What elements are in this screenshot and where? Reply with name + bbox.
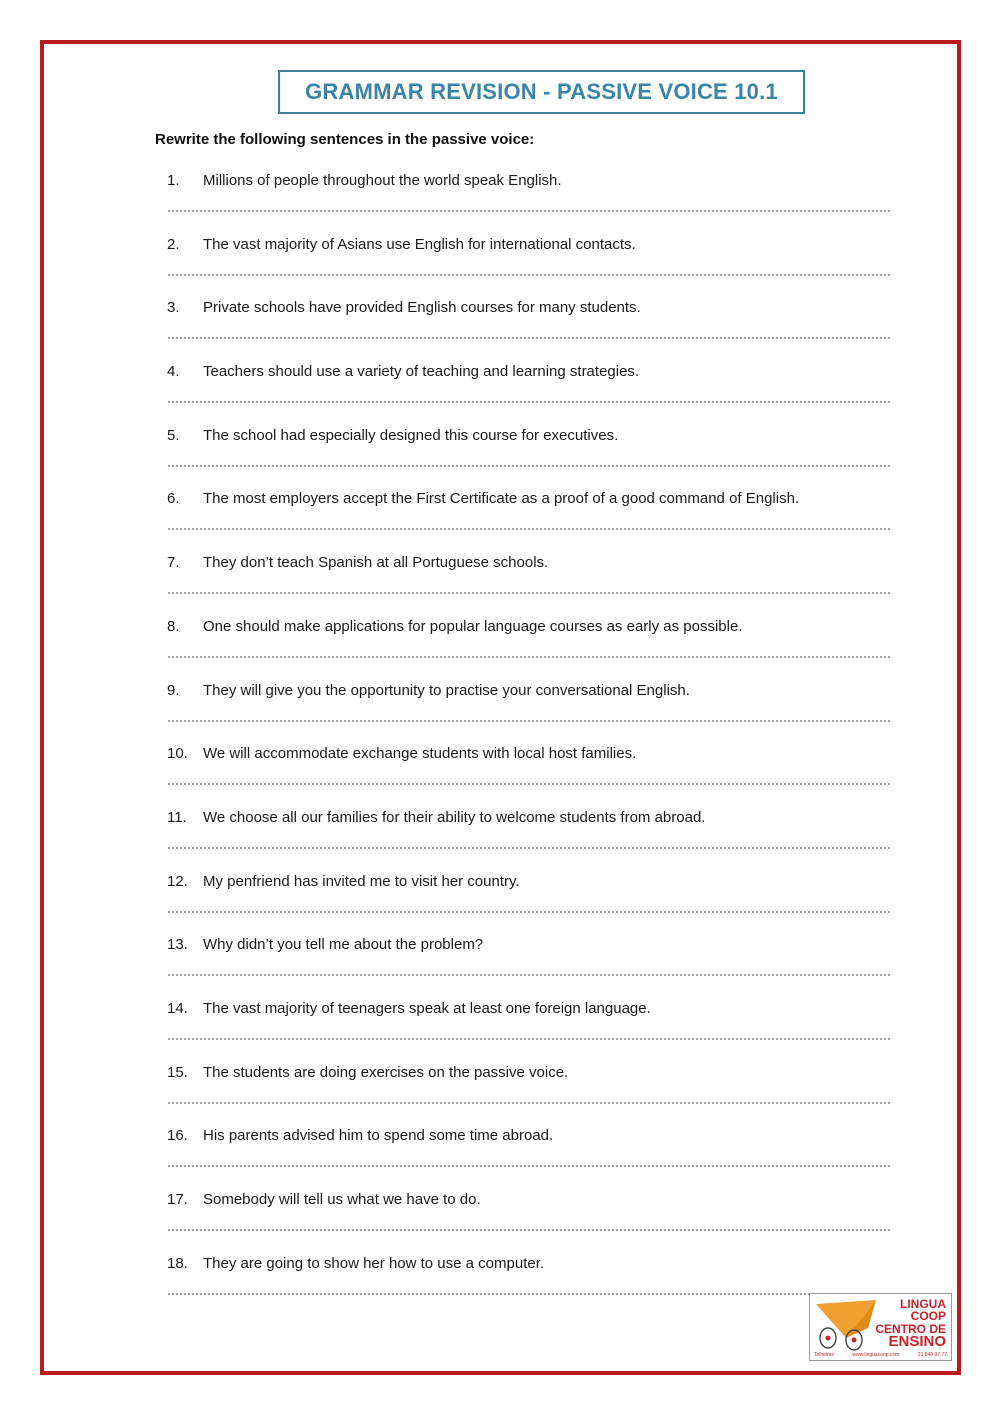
question-number: 2. [167,235,180,253]
answer-line[interactable] [167,401,891,403]
question-text: The most employers accept the First Certificate as a proof of a good command of English. [203,490,800,508]
question-item [167,1190,891,1254]
logo-text-lingua: LINGUA [900,1297,946,1311]
question-number: 11. [167,808,187,826]
question-text: One should make applications for popular language courses as early as possible. [203,617,743,635]
question-list [167,171,891,1317]
logo-footer-location: Telheiras [814,1352,835,1358]
question-item [167,808,891,872]
question-item [167,872,891,936]
question-item [167,617,891,681]
answer-line[interactable] [167,274,891,276]
answer-line[interactable] [167,465,891,467]
question-number: 7. [167,554,180,572]
question-number: 10. [167,745,188,763]
logo-text-coop: COOP [910,1309,946,1323]
question-text: The vast majority of teenagers speak at least one foreign language. [203,999,651,1017]
question-item [167,999,891,1063]
question-number: 14. [167,999,188,1017]
answer-line[interactable] [167,1229,891,1231]
logo-footer-website: www.linguacoop.com [852,1352,900,1358]
answer-line[interactable] [167,911,891,913]
question-number: 1. [167,172,180,189]
logo-text-ensino: ENSINO [888,1333,946,1350]
answer-line[interactable] [167,210,891,212]
question-number: 13. [167,936,188,954]
question-number: 9. [167,681,180,699]
question-text: Private schools have provided English courses for many students. [203,299,641,317]
question-item [167,426,891,490]
logo-footer [814,1352,947,1358]
question-item [167,1126,891,1190]
question-item [167,935,891,999]
question-text: His parents advised him to spend some time abroad. [203,1127,554,1145]
answer-line[interactable] [167,1038,891,1040]
question-number: 17. [167,1191,188,1208]
question-item [167,1063,891,1127]
answer-line[interactable] [167,337,891,339]
question-text: Teachers should use a variety of teaching and learning strategies. [203,363,640,381]
logo-text-centro: CENTRO DE [875,1322,946,1336]
question-number: 8. [167,617,180,635]
question-item [167,235,891,299]
question-number: 15. [167,1063,188,1081]
question-item [167,489,891,553]
question-item [167,553,891,617]
question-number: 4. [167,363,180,381]
question-number: 6. [167,490,180,508]
question-item [167,298,891,362]
instruction-text: Rewrite the following sentences in the passive voice: [155,131,535,148]
question-text: My penfriend has invited me to visit her country. [203,872,520,890]
question-text: The vast majority of Asians use English for international contacts. [203,235,636,253]
question-text: They will give you the opportunity to practise your conversational English. [203,681,690,699]
answer-line[interactable] [167,1102,891,1104]
answer-line[interactable] [167,592,891,594]
question-text: Somebody will tell us what we have to do. [203,1191,481,1208]
question-text: Millions of people throughout the world speak English. [203,172,562,189]
question-item [167,744,891,808]
question-text: They are going to show her how to use a computer. [203,1254,545,1272]
answer-line[interactable] [167,1165,891,1167]
worksheet-title: GRAMMAR REVISION - PASSIVE VOICE 10.1 [278,70,805,114]
question-item [167,1254,891,1318]
answer-line[interactable] [167,1293,891,1295]
answer-line[interactable] [167,528,891,530]
logo-footer-phone: 21 840 97 77 [917,1352,947,1358]
question-number: 16. [167,1127,188,1145]
question-text: They don’t teach Spanish at all Portuguese schools. [203,554,549,572]
question-text: The students are doing exercises on the passive voice. [203,1063,569,1081]
answer-line[interactable] [167,720,891,722]
question-text: The school had especially designed this course for executives. [203,426,619,444]
question-text: We will accommodate exchange students with local host families. [203,745,637,763]
question-text: We choose all our families for their ability to welcome students from abroad. [203,808,706,826]
question-number: 18. [167,1254,188,1272]
answer-line[interactable] [167,847,891,849]
question-item [167,681,891,745]
question-item [167,171,891,235]
question-number: 5. [167,426,180,444]
answer-line[interactable] [167,656,891,658]
answer-line[interactable] [167,974,891,976]
lingua-coop-logo [809,1293,952,1361]
question-item [167,362,891,426]
answer-line[interactable] [167,783,891,785]
question-number: 12. [167,872,188,890]
question-number: 3. [167,299,180,317]
question-text: Why didn’t you tell me about the problem? [203,936,484,954]
